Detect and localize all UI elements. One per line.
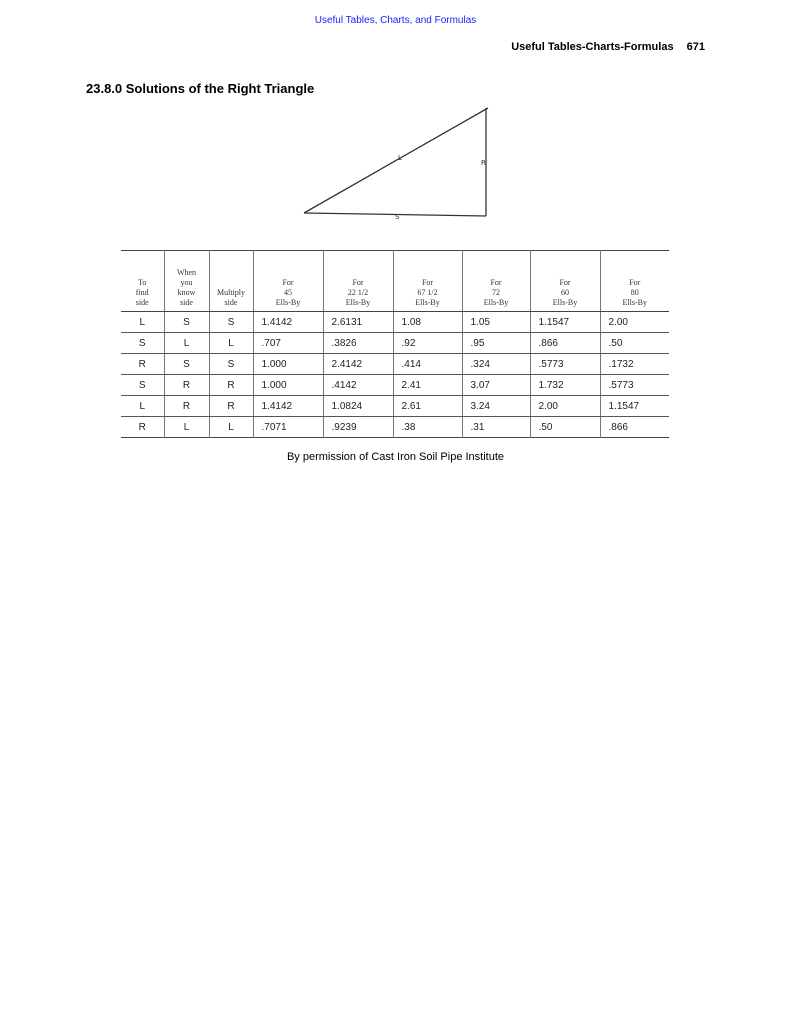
cell-67-half: .414: [393, 354, 462, 375]
cell-find-side: L: [121, 396, 164, 417]
ells-table: [121, 250, 669, 438]
header-45-ells: For 45 Ells-By: [253, 251, 323, 312]
cell-find-side: S: [121, 333, 164, 354]
cell-45: 1.000: [253, 354, 323, 375]
cell-22-half: 2.6131: [323, 312, 393, 333]
cell-multiply-side: S: [209, 354, 253, 375]
cell-45: .7071: [253, 417, 323, 438]
cell-multiply-side: R: [209, 396, 253, 417]
header-multiply-side: Multiply side: [209, 251, 253, 312]
header-72-ells: For 72 Ells-By: [462, 251, 530, 312]
header-when-you-know-side: When you know side: [164, 251, 209, 312]
cell-known-side: R: [164, 375, 209, 396]
cell-find-side: L: [121, 312, 164, 333]
right-triangle-figure: [298, 103, 494, 223]
long-side-label: L: [398, 154, 402, 162]
cell-67-half: 1.08: [393, 312, 462, 333]
table-row: [121, 375, 669, 396]
cell-72: 3.07: [462, 375, 530, 396]
table-row: [121, 312, 669, 333]
cell-known-side: R: [164, 396, 209, 417]
cell-67-half: 2.41: [393, 375, 462, 396]
header-80-ells: For 80 Ells-By: [600, 251, 669, 312]
cell-known-side: L: [164, 417, 209, 438]
cell-22-half: .4142: [323, 375, 393, 396]
cell-80: 2.00: [600, 312, 669, 333]
permission-caption: By permission of Cast Iron Soil Pipe Institute: [286, 451, 505, 463]
cell-80: .50: [600, 333, 669, 354]
cell-72: .31: [462, 417, 530, 438]
cell-80: .866: [600, 417, 669, 438]
cell-72: 3.24: [462, 396, 530, 417]
cell-80: .5773: [600, 375, 669, 396]
cell-60: .5773: [530, 354, 600, 375]
cell-80: 1.1547: [600, 396, 669, 417]
cell-multiply-side: L: [209, 333, 253, 354]
running-title: Useful Tables-Charts-Formulas: [511, 41, 674, 53]
table-row: [121, 396, 669, 417]
running-header: [511, 41, 705, 53]
cell-72: .324: [462, 354, 530, 375]
cell-45: 1.4142: [253, 312, 323, 333]
cell-multiply-side: S: [209, 312, 253, 333]
table-row: [121, 333, 669, 354]
cell-45: 1.000: [253, 375, 323, 396]
cell-22-half: 1.0824: [323, 396, 393, 417]
cell-60: 1.1547: [530, 312, 600, 333]
cell-72: 1.05: [462, 312, 530, 333]
cell-80: .1732: [600, 354, 669, 375]
section-title: 23.8.0 Solutions of the Right Triangle: [86, 81, 315, 96]
cell-multiply-side: L: [209, 417, 253, 438]
cell-multiply-side: R: [209, 375, 253, 396]
top-link[interactable]: Useful Tables, Charts, and Formulas: [314, 15, 477, 26]
cell-find-side: S: [121, 375, 164, 396]
ells-table-container: [121, 250, 669, 438]
cell-60: 2.00: [530, 396, 600, 417]
cell-22-half: 2.4142: [323, 354, 393, 375]
cell-60: .866: [530, 333, 600, 354]
cell-find-side: R: [138, 421, 146, 433]
cell-45: 1.4142: [253, 396, 323, 417]
cell-72: .95: [462, 333, 530, 354]
page-number: 671: [686, 41, 705, 53]
table-header-row: [121, 251, 669, 312]
table-row: [121, 417, 669, 438]
cell-find-side: R: [121, 354, 164, 375]
table-row: [121, 354, 669, 375]
cell-known-side: S: [164, 354, 209, 375]
cell-60: 1.732: [530, 375, 600, 396]
cell-45: .707: [253, 333, 323, 354]
base-label: S: [395, 213, 400, 221]
header-to-find-side: To find side: [121, 251, 164, 312]
header-67-half-ells: For 67 1/2 Ells-By: [393, 251, 462, 312]
cell-67-half: .92: [393, 333, 462, 354]
hypotenuse-line: [304, 108, 488, 213]
cell-known-side: L: [164, 333, 209, 354]
cell-22-half: .9239: [323, 417, 393, 438]
cell-67-half: .38: [393, 417, 462, 438]
cell-60: .50: [530, 417, 600, 438]
header-60-ells: For 60 Ells-By: [530, 251, 600, 312]
cell-22-half: .3826: [323, 333, 393, 354]
cell-67-half: 2.61: [393, 396, 462, 417]
header-22-half-ells: For 22 1/2 Ells-By: [323, 251, 393, 312]
cell-known-side: S: [164, 312, 209, 333]
rise-label: R: [481, 159, 486, 167]
